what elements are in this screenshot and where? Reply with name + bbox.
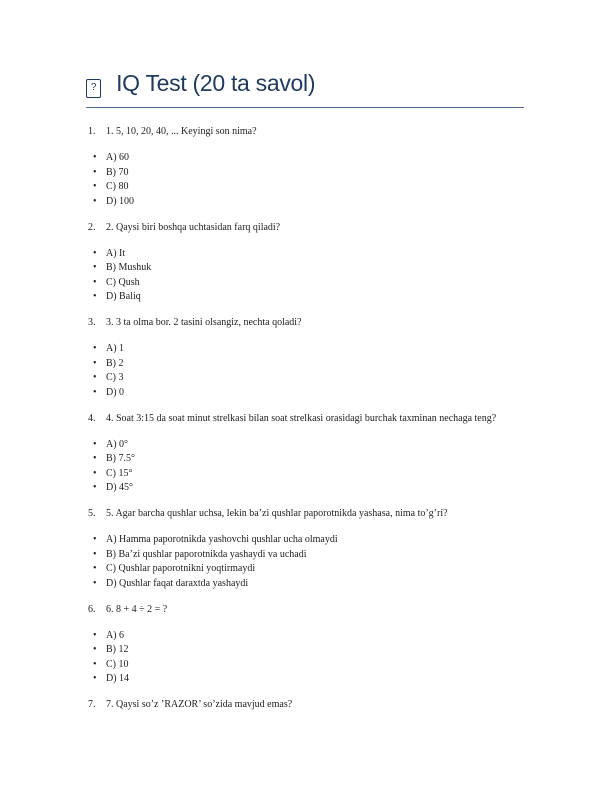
question-item [86,507,524,522]
question-text: 1. 5, 10, 20, 40, ... Keyingi son nima? [106,126,257,137]
question-text: 4. Soat 3:15 da soat minut strelkasi bilan soat strelkasi orasidagi burchak taxminan nechaga teng? [106,412,497,424]
option-item: • A) 60 [86,151,524,166]
option-item: • D) Baliq [86,290,524,305]
option-item: • A) 6 [86,629,524,644]
option-item: • D) 45° [86,481,524,496]
question-item [86,221,524,236]
question-number: 2. [88,221,96,233]
option-item: • B) Ba’zi qushlar paporotnikda yashaydi va uchadi [86,548,524,563]
page-title [86,70,524,108]
option-item: • D) 100 [86,195,524,210]
question-text: 2. Qaysi biri boshqa uchtasidan farq qiladi? [106,221,281,233]
option-item: • A) It [86,247,524,262]
option-item: • B) 2 [86,357,524,372]
option-item: • C) 10 [86,658,524,673]
option-item: • A) 0° [86,438,524,453]
question-item [86,125,524,140]
option-item: • D) 0 [86,386,524,401]
question-item [86,316,524,331]
page-title-text: IQ Test (20 ta savol) [116,70,316,96]
missing-glyph-icon: ? [86,79,101,98]
options-list [86,438,524,496]
option-item: • D) 14 [86,672,524,687]
question-number: 5. [88,508,96,519]
question-text: 5. Agar barcha qushlar uchsa, lekin ba’zi qushlar paporotnikda yashasa, nima to’g’ri? [106,508,448,519]
option-item: • C) Qushlar paporotnikni yoqtirmaydi [86,562,524,577]
question-text: 6. 8 + 4 ÷ 2 = ? [106,603,168,615]
option-item: • C) Qush [86,276,524,291]
question-item [86,698,524,713]
question-text: 7. Qaysi so’z ’RAZOR’ so’zida mavjud emas? [106,699,293,710]
option-item: • A) 1 [86,342,524,357]
options-list [86,151,524,209]
option-item: • C) 80 [86,180,524,195]
question-number: 6. [88,603,96,615]
option-item: • A) Hamma paporotnikda yashovchi qushlar ucha olmaydi [86,533,524,548]
question-item [86,603,524,618]
question-text: 3. 3 ta olma bor. 2 tasini olsangiz, nechta qoladi? [106,317,302,328]
options-list [86,533,524,591]
option-item: • B) 7.5° [86,452,524,467]
option-item: • C) 15° [86,467,524,482]
question-number: 7. [88,699,96,710]
question-item [86,412,524,427]
question-number: 4. [88,412,96,424]
option-item: • B) 12 [86,643,524,658]
option-item: • D) Qushlar faqat daraxtda yashaydi [86,577,524,592]
option-item: • B) 70 [86,166,524,181]
option-item: • C) 3 [86,371,524,386]
options-list [86,342,524,400]
option-item: • B) Mushuk [86,261,524,276]
options-list [86,629,524,687]
question-number: 3. [88,317,96,328]
question-number: 1. [88,126,96,137]
options-list [86,247,524,305]
